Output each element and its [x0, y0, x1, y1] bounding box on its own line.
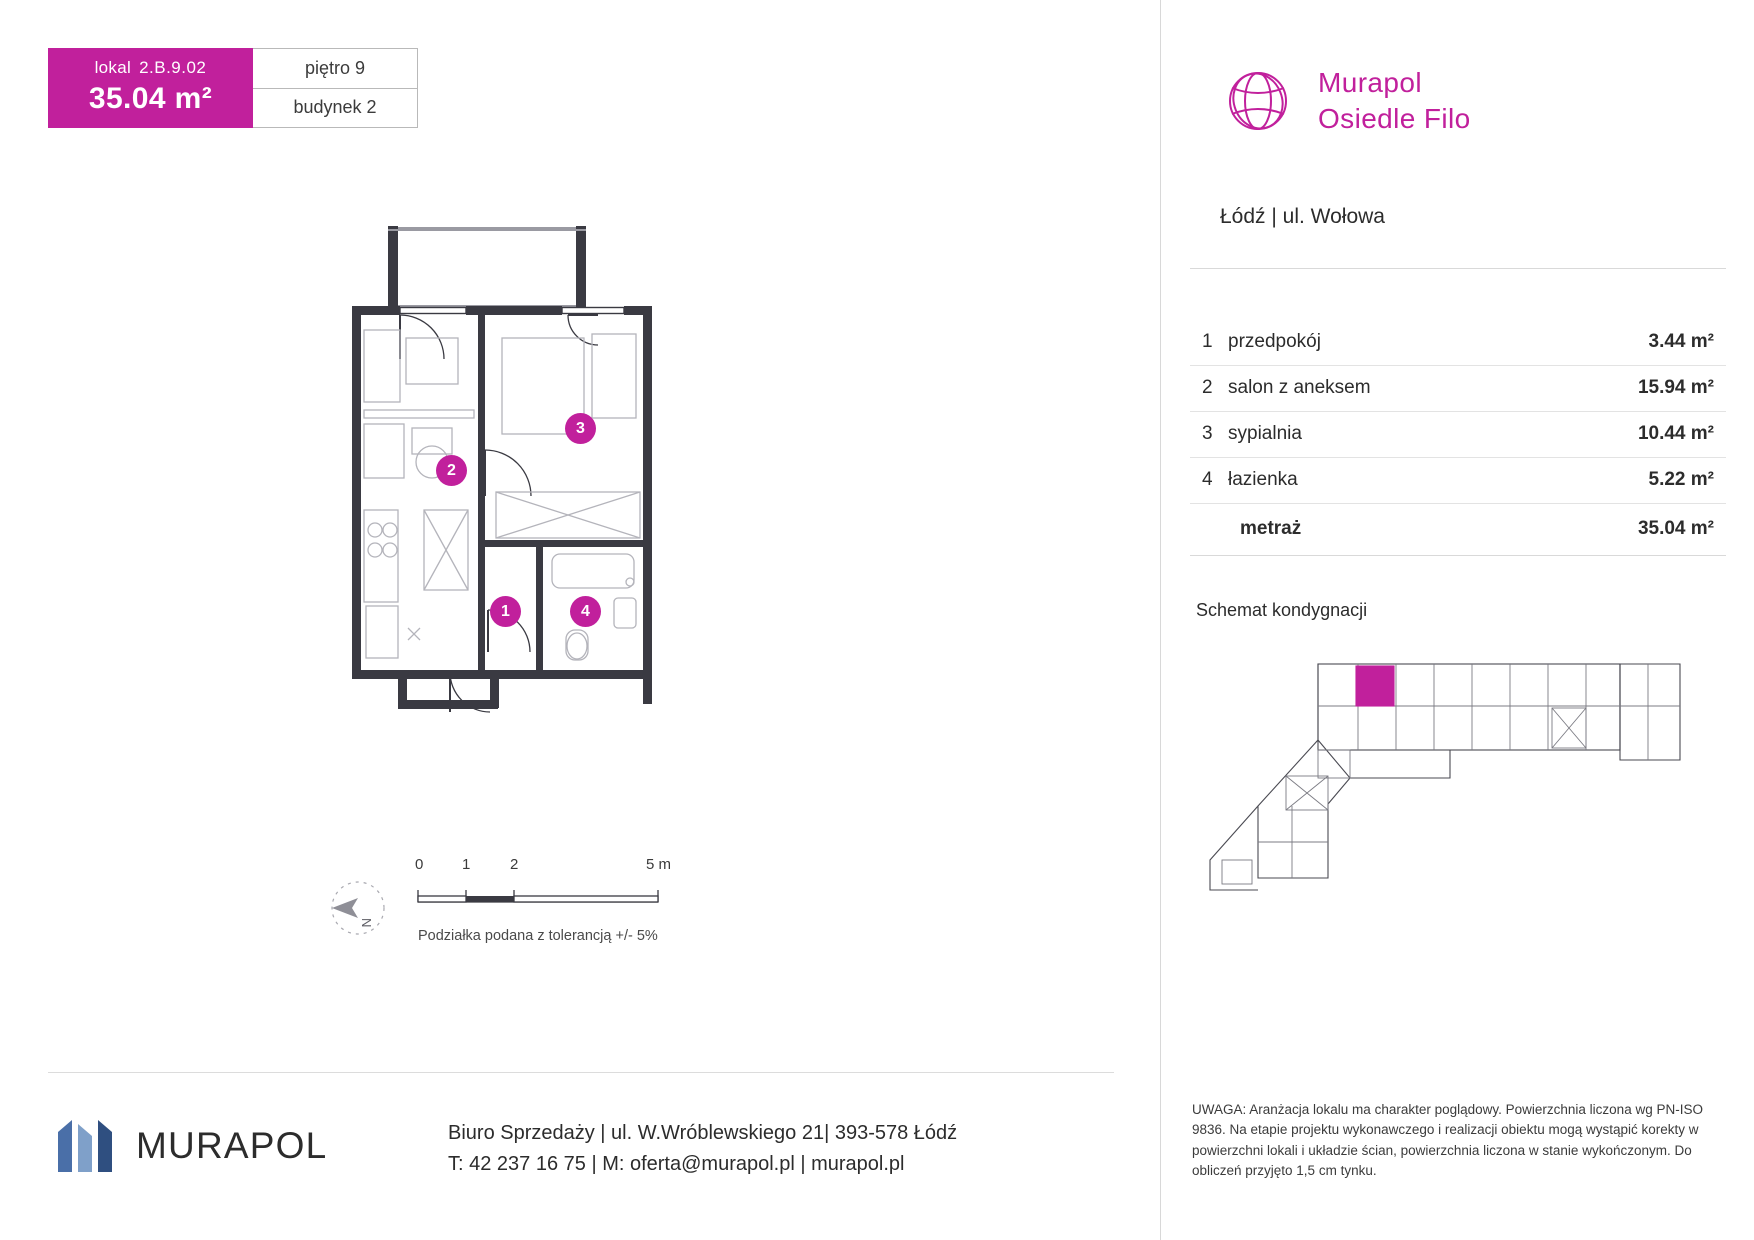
unit-badge-side [253, 48, 418, 128]
brand-line-1: Murapol [1318, 67, 1422, 98]
divider-bottom [1190, 555, 1726, 556]
footer-contact-line1: Biuro Sprzedaży | ul. W.Wróblewskiego 21| 393-578 Łódź [448, 1122, 958, 1144]
unit-id-line [48, 58, 253, 78]
unit-badge [48, 48, 418, 128]
room-name: przedpokój [1228, 320, 1536, 366]
table-row [1190, 320, 1726, 366]
unit-label: lokal [94, 58, 132, 77]
murapol-footer-logo [58, 1120, 327, 1172]
scale-tick-1: 1 [462, 856, 471, 873]
floor-plan [330, 210, 750, 750]
room-area: 3.44 m² [1536, 320, 1726, 366]
scale-tick-2: 2 [510, 856, 519, 873]
brand-address: Łódź | ul. Wołowa [1220, 205, 1385, 228]
unit-number: 2.B.9.02 [139, 58, 207, 77]
unit-area: 35.04 m² [88, 82, 213, 115]
divider-top [1190, 268, 1726, 269]
room-index: 2 [1190, 366, 1228, 412]
room-marker-3: 3 [565, 413, 596, 444]
room-index: 1 [1190, 320, 1228, 366]
room-marker-1: 1 [490, 596, 521, 627]
info-pane [1160, 0, 1754, 1240]
room-name: sypialnia [1228, 412, 1536, 458]
table-row [1190, 366, 1726, 412]
total-spacer [1190, 504, 1228, 553]
total-label: metraż [1240, 518, 1302, 539]
unit-building: budynek 2 [293, 97, 377, 118]
footer-contact [448, 1118, 957, 1180]
room-marker-2: 2 [436, 455, 467, 486]
room-table [1190, 320, 1726, 552]
room-index: 4 [1190, 458, 1228, 504]
table-row [1190, 412, 1726, 458]
brand-text [1318, 67, 1471, 135]
schema-label: Schemat kondygnacji [1196, 600, 1368, 620]
disclaimer-text: UWAGA: Aranżacja lokalu ma charakter poglądowy. Powierzchnia liczona wg PN-ISO 9836. Na etapie projektu wykonawczego i realizacji obiektu mogą wystąpić korekty w powierzchni lokali i układzie ścian, powierzchnia liczona w stanie wykończonym. Do obliczeń przyjęto 1,5 cm tynku. [1192, 1102, 1703, 1178]
scale-note: Podziałka podana z tolerancją +/- 5% [418, 928, 658, 944]
brand-block [1220, 62, 1471, 140]
room-area: 15.94 m² [1536, 366, 1726, 412]
unit-floor: piętro 9 [253, 49, 417, 89]
scale-tick-0: 0 [415, 856, 424, 873]
footer-divider [48, 1072, 1114, 1073]
room-area: 10.44 m² [1536, 412, 1726, 458]
murapol-wordmark: MURAPOL [136, 1125, 328, 1166]
room-area: 5.22 m² [1536, 458, 1726, 504]
murapol-mark-icon [58, 1120, 120, 1172]
table-row [1190, 458, 1726, 504]
room-name: łazienka [1228, 458, 1536, 504]
filo-logo-icon [1220, 62, 1296, 140]
scale-tick-5: 5 m [646, 856, 672, 873]
floor-schema [1200, 628, 1720, 898]
table-row-total [1190, 504, 1726, 553]
room-index: 3 [1190, 412, 1228, 458]
svg-text:N: N [359, 918, 374, 928]
room-marker-4: 4 [570, 596, 601, 627]
scale-block [318, 856, 738, 970]
footer-contact-line2: T: 42 237 16 75 | M: oferta@murapol.pl | murapol.pl [448, 1153, 905, 1175]
total-area: 35.04 m² [1637, 518, 1714, 539]
brand-line-2: Osiedle Filo [1318, 103, 1471, 134]
unit-badge-main [48, 48, 253, 128]
room-name: salon z aneksem [1228, 366, 1536, 412]
